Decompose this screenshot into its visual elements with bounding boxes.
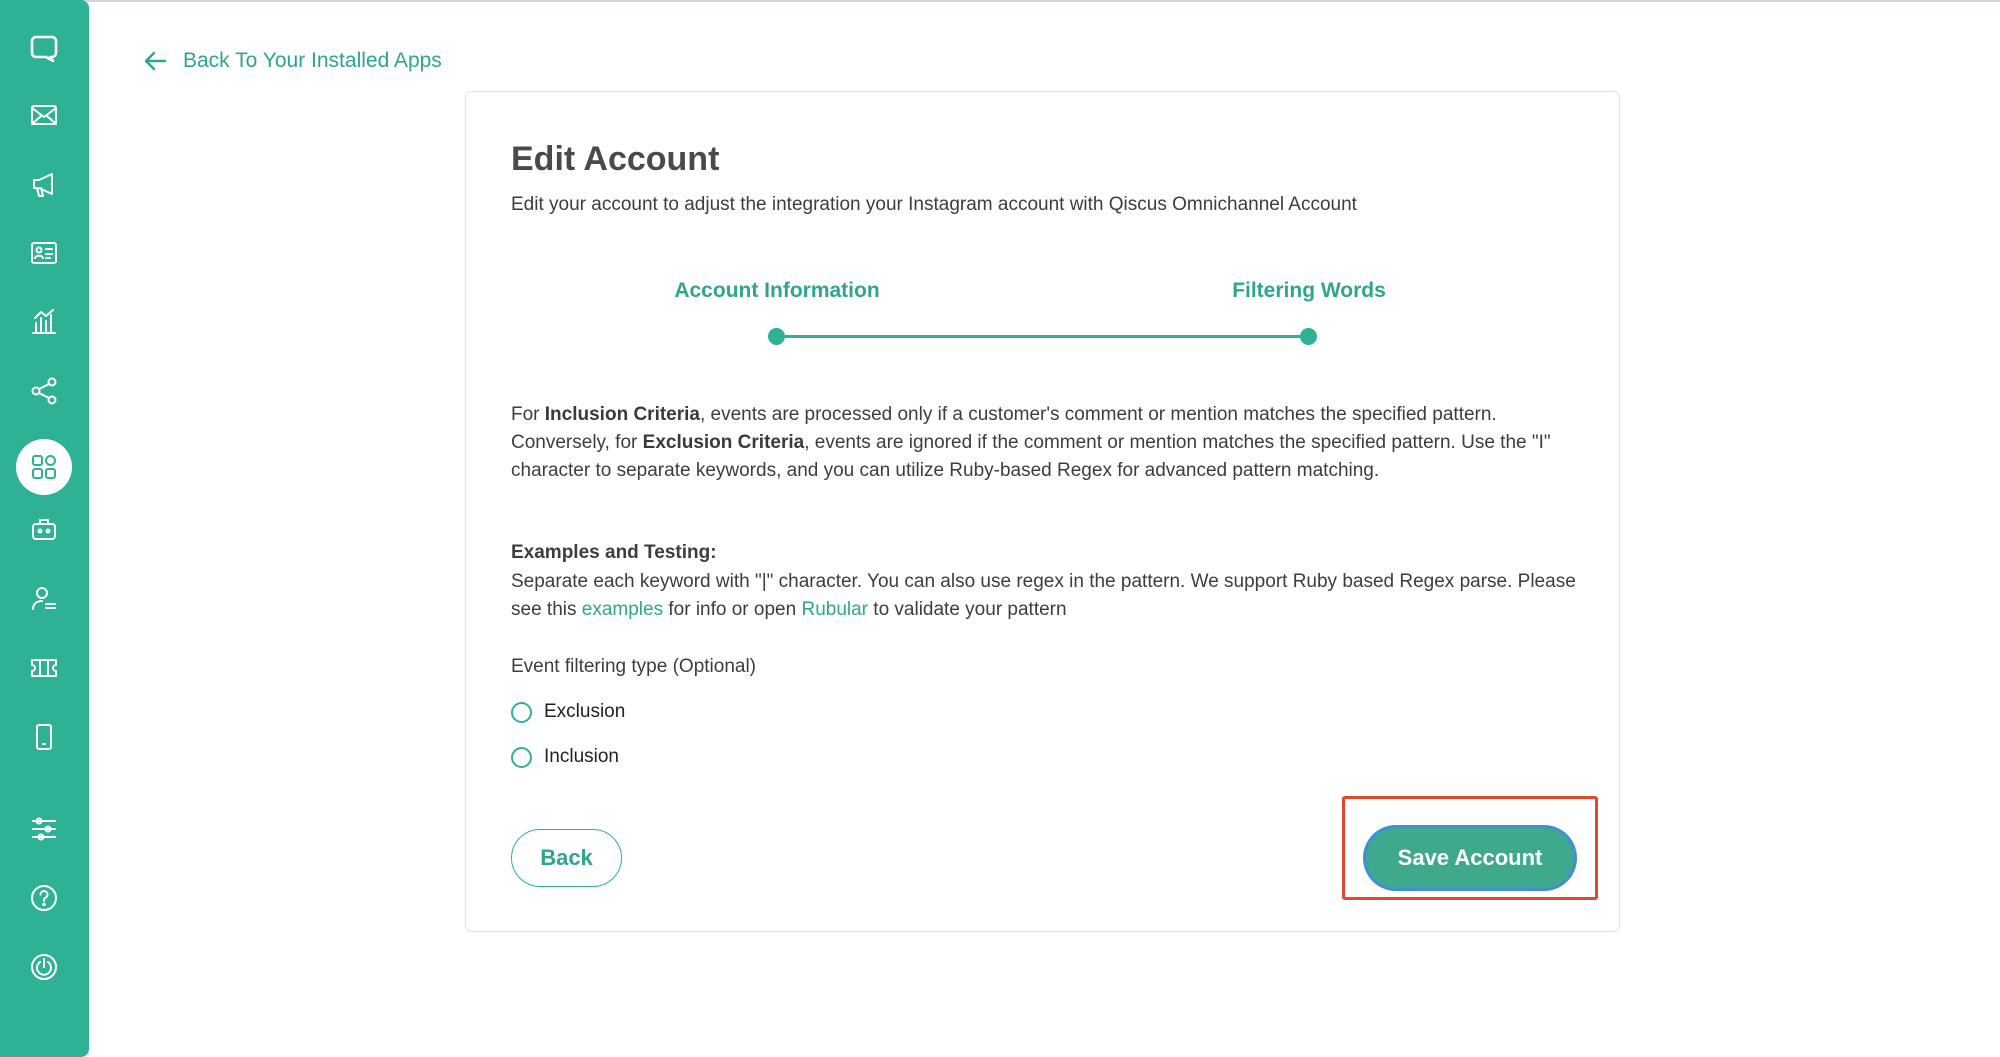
megaphone-icon[interactable] — [14, 154, 74, 214]
apps-grid-icon[interactable] — [16, 439, 72, 495]
save-account-button[interactable]: Save Account — [1366, 828, 1574, 888]
edit-account-card — [465, 91, 1620, 932]
analytics-chart-icon[interactable] — [14, 292, 74, 352]
back-button[interactable]: Back — [511, 829, 622, 887]
sidebar — [0, 0, 89, 1057]
step-account-information[interactable]: Account Information — [674, 279, 880, 302]
help-icon[interactable] — [14, 868, 74, 928]
step-filtering-words[interactable]: Filtering Words — [1232, 279, 1386, 302]
criteria-description: For Inclusion Criteria, events are processed only if a customer's comment or mention matches the specified pattern. Conversely, for Exclusion Criteria, events are ignored if the comment or mention matches the specified pattern. Use the "I" character to separate keywords, and you can utilize Ruby-based Regex for advanced pattern matching. — [511, 404, 1551, 481]
inclusion-label: Inclusion — [544, 746, 619, 767]
back-to-installed-apps-link[interactable] — [143, 48, 442, 74]
back-link-label: Back To Your Installed Apps — [183, 49, 442, 72]
bot-icon[interactable] — [14, 500, 74, 560]
chat-logo-icon[interactable] — [14, 18, 74, 78]
exclusion-label: Exclusion — [544, 701, 626, 722]
rubular-link[interactable]: Rubular — [801, 599, 869, 620]
agent-icon[interactable] — [14, 569, 74, 629]
power-icon[interactable] — [14, 937, 74, 997]
ticket-icon[interactable] — [14, 638, 74, 698]
examples-heading: Examples and Testing: — [511, 542, 717, 563]
page-subtitle: Edit your account to adjust the integration your Instagram account with Qiscus Omnichannel Account — [511, 194, 1357, 215]
settings-sliders-icon[interactable] — [14, 799, 74, 859]
step-dot-account-information — [768, 328, 785, 345]
examples-link[interactable]: examples — [581, 599, 664, 620]
top-border — [0, 0, 2000, 2]
event-filtering-type-label: Event filtering type (Optional) — [511, 656, 757, 677]
contact-card-icon[interactable] — [14, 223, 74, 283]
inclusion-option[interactable] — [511, 746, 619, 768]
exclusion-option[interactable] — [511, 701, 625, 723]
page-title: Edit Account — [511, 140, 720, 178]
mobile-icon[interactable] — [14, 707, 74, 767]
arrow-left-icon — [143, 48, 169, 74]
examples-description: Separate each keyword with "|" character. You can also use regex in the pattern. We support Ruby based Regex parse. Please see this examples for info or open Rubular to validate your pattern — [511, 571, 1576, 620]
stepper-progress-line — [776, 335, 1309, 338]
step-dot-filtering-words — [1300, 328, 1317, 345]
inclusion-radio[interactable] — [511, 747, 532, 768]
exclusion-radio[interactable] — [511, 702, 532, 723]
share-nodes-icon[interactable] — [14, 361, 74, 421]
mail-icon[interactable] — [14, 85, 74, 145]
